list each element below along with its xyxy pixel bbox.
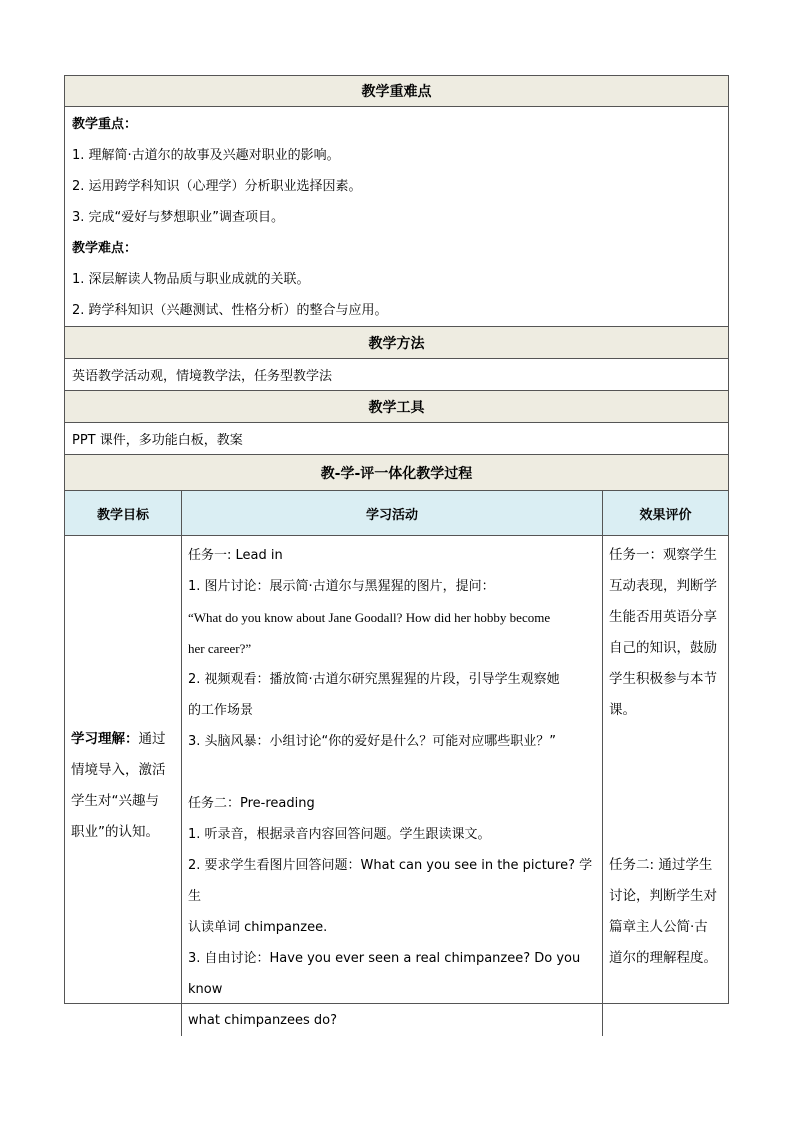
goal-line-4: 职业”的认知。 (71, 824, 159, 840)
goal-line-3: 学生对“兴趣与 (71, 793, 159, 809)
evaluation-spacer (609, 788, 722, 819)
hard-point-1: 1. 深层解读人物品质与职业成就的关联。 (72, 272, 310, 287)
difficulties-content (64, 106, 729, 326)
key-point-1: 1. 理解简·古道尔的故事及兴趣对职业的影响。 (72, 148, 340, 163)
evaluation-cell (602, 536, 728, 1036)
activity-line: her career?” (188, 641, 252, 656)
section-title: 教学重难点 (361, 84, 432, 100)
activity-line: what chimpanzees do? (188, 1013, 338, 1028)
activity-spacer (188, 757, 596, 788)
key-point-3: 3. 完成“爱好与梦想职业”调查项目。 (72, 210, 285, 225)
evaluation-line: 生能否用英语分享 (609, 609, 717, 625)
method-text: 英语教学活动观，情境教学法，任务型教学法 (72, 369, 333, 384)
activity-task1-title: 任务一: Lead in (188, 548, 283, 563)
evaluation-line: 课。 (609, 702, 636, 718)
section-header-difficulties (64, 75, 729, 106)
evaluation-line: 讨论，判断学生对 (609, 888, 717, 904)
evaluation-line: 篇章主人公简·古 (609, 919, 708, 935)
goal-label: 学习理解： (71, 731, 139, 747)
process-row (64, 535, 729, 1028)
section-title: 教-学-评一体化教学过程 (320, 465, 473, 482)
evaluation-line: 任务二: 通过学生 (609, 857, 713, 873)
section-header-process (64, 454, 729, 490)
activity-task2-title: 任务二：Pre-reading (188, 796, 315, 811)
evaluation-spacer (609, 757, 722, 788)
evaluation-line: 道尔的理解程度。 (609, 950, 717, 966)
evaluation-spacer (609, 726, 722, 757)
activity-line: 1. 听录音，根据录音内容回答问题。学生跟读课文。 (188, 827, 491, 842)
hard-point-2: 2. 跨学科知识（兴趣测试、性格分析）的整合与应用。 (72, 303, 388, 318)
activity-line: 的工作场景 (188, 703, 254, 718)
activity-line: 3. 自由讨论：Have you ever seen a real chimpanzee? Do you know (188, 951, 581, 997)
evaluation-line: 学生积极参与本节 (609, 671, 717, 687)
column-header-activity: 学习活动 (181, 491, 602, 535)
evaluation-line: 任务一：观察学生 (609, 547, 717, 563)
process-column-headers (64, 490, 729, 535)
goal-line-2: 情境导入，激活 (71, 762, 166, 778)
section-header-tools (64, 390, 729, 422)
hard-points-label: 教学难点： (72, 241, 138, 256)
key-points-label: 教学重点： (72, 117, 138, 132)
evaluation-line: 自己的知识，鼓励 (609, 640, 717, 656)
activity-line: 2. 要求学生看图片回答问题：What can you see in the picture? 学生 (188, 858, 593, 904)
section-title: 教学工具 (368, 399, 425, 416)
key-point-2: 2. 运用跨学科知识（心理学）分析职业选择因素。 (72, 179, 362, 194)
lesson-plan-table (64, 75, 729, 1028)
activity-line: 认读单词 chimpanzee. (188, 920, 328, 935)
activity-line: 2. 视频观看：播放简·古道尔研究黑猩猩的片段，引导学生观察她 (188, 672, 560, 687)
column-header-goal: 教学目标 (65, 491, 181, 535)
activity-line: “What do you know about Jane Goodall? How did her hobby become (188, 610, 551, 625)
method-content (64, 358, 729, 390)
evaluation-spacer (609, 819, 722, 850)
tools-content (64, 422, 729, 454)
column-header-evaluation: 效果评价 (602, 491, 728, 535)
activity-line: 1. 图片讨论：展示简·古道尔与黑猩猩的图片，提问： (188, 579, 495, 594)
tools-text: PPT 课件，多功能白板，教案 (72, 433, 243, 448)
section-header-method (64, 326, 729, 358)
goal-cell (65, 536, 181, 1036)
evaluation-line: 互动表现，判断学 (609, 578, 717, 594)
activity-cell (181, 536, 602, 1036)
goal-line-1: 通过 (138, 731, 166, 747)
section-title: 教学方法 (368, 335, 425, 352)
activity-line: 3. 头脑风暴：小组讨论“你的爱好是什么？可能对应哪些职业？” (188, 734, 557, 749)
